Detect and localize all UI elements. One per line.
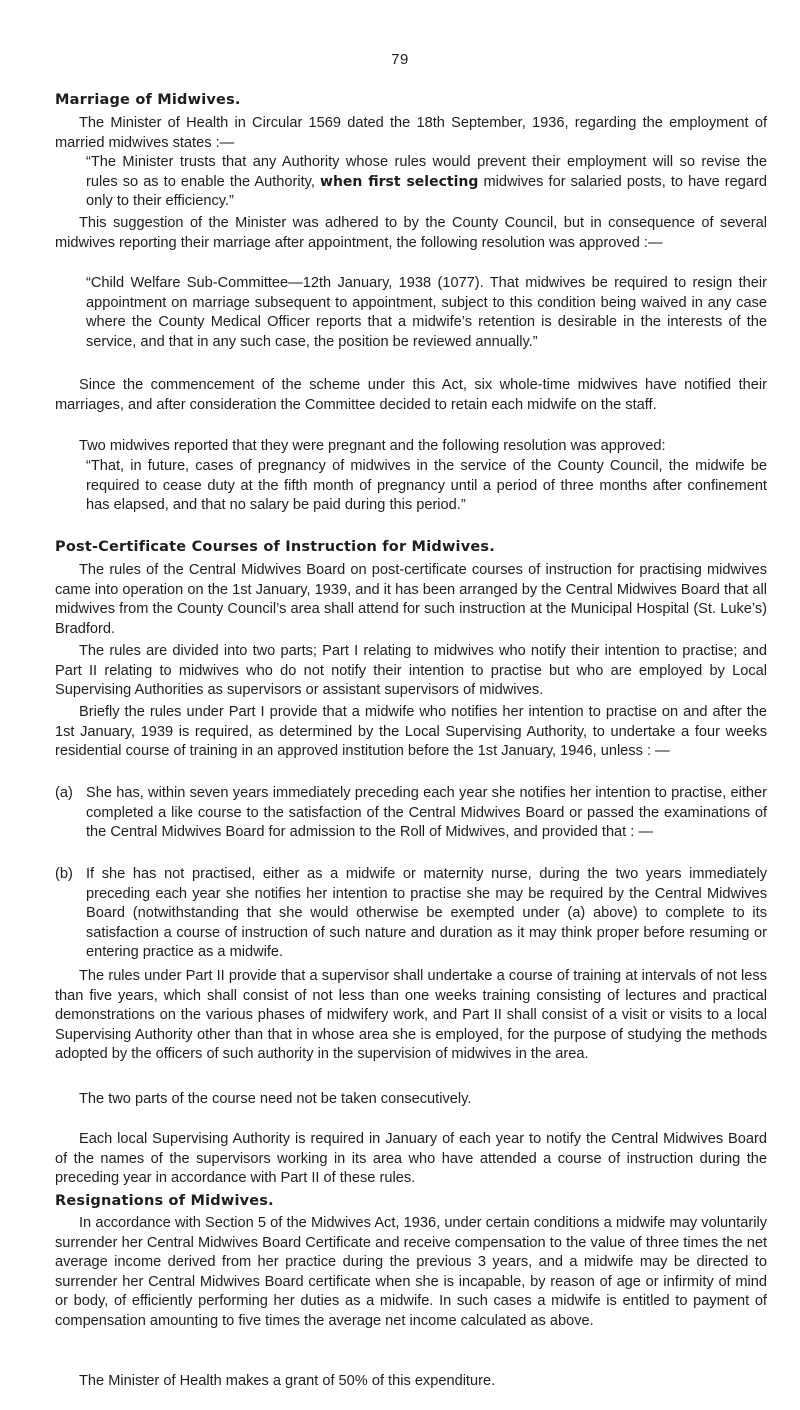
paragraph: The Minister of Health makes a grant of 50% of this expenditure. xyxy=(79,1373,496,1389)
paragraph: The rules of the Central Midwives Board on post-certificate courses of instruction for practising midwives came into operation on the 1st January, 1939, and it has been arranged by the Central Midwives Board that all midwives from the County Council’s area shall attend for such instruction at the Municipal Hospital (St. Luke’s) Bradford. xyxy=(55,562,767,637)
paragraph: The rules under Part II provide that a supervisor shall undertake a course of training at intervals of not less than five years, which shall consist of not less than one weeks training consisting of lectures and practical demonstrations on the various phases of midwifery work, and Part II shall consist of a visit or visits to a local Supervising Authority other than that in whose area she is employed, for the purpose of studying the methods adopted by the officers of such authority in the supervision of midwives in the area. xyxy=(55,968,767,1062)
quotation: “Child Welfare Sub-Committee—12th January, 1938 (1077). That midwives be required to resign their appointment on marriage subsequent to appointment, subject to this condition being waived in any case where the County Medical Officer reports that a midwife’s retention is desirable in the interests of the service, and that in any such case, the position be reviewed annually.” xyxy=(86,275,767,350)
section-heading-resignations: Resignations of Midwives. xyxy=(55,1193,274,1209)
paragraph: In accordance with Section 5 of the Midwives Act, 1936, under certain conditions a midwife may voluntarily surrender her Central Midwives Board Certificate and receive compensation to the value of three times the net average income derived from her practice during the previous 3 years, and a midwife may be directed to surrender her Central Midwives Board certificate when she is incapable, by reason of age or infirmity of mind or body, of efficiently performing her duties as a midwife. In such cases a midwife is entitled to payment of compensation amounting to five times the average net income calculated as above. xyxy=(55,1215,767,1329)
list-item-label: (b) xyxy=(55,866,73,882)
quotation: “That, in future, cases of pregnancy of midwives in the service of the County Council, the midwife be required to cease duty at the fifth month of pregnancy until a period of three months after confinement has elapsed, and that no salary be paid during this period.” xyxy=(86,458,767,513)
paragraph: Briefly the rules under Part I provide that a midwife who notifies her intention to practise on and after the 1st January, 1939 is required, as determined by the Local Supervising Authority, to undertake a four weeks residential course of training in an approved institution before the 1st January, 1946, unless : — xyxy=(55,704,767,759)
page-number: 79 xyxy=(391,51,409,68)
paragraph: This suggestion of the Minister was adhered to by the County Council, but in consequence of several midwives reporting their marriage after appointment, the following resolution was approved :— xyxy=(55,215,767,251)
paragraph: Since the commencement of the scheme under this Act, six whole-time midwives have notified their marriages, and after consideration the Committee decided to retain each midwife on the staff. xyxy=(55,377,767,413)
paragraph: The rules are divided into two parts; Part I relating to midwives who notify their intention to practise; and Part II relating to midwives who do not notify their intention to practise but who are employed by Local Supervising Authorities as supervisors or assistant supervisors of midwives. xyxy=(55,643,767,698)
paragraph: The Minister of Health in Circular 1569 dated the 18th September, 1936, regarding the employment of married midwives states :— xyxy=(55,115,767,151)
quotation-text: “The Minister trusts that any Authority whose rules would prevent their employment will so revise the rules so as to enable the Authority, xyxy=(86,154,767,190)
list-item-text: If she has not practised, either as a midwife or maternity nurse, during the two years immediately preceding each year she notifies her intention to practise she may be required by the Central Midwives Board (notwithstanding that she would otherwise be exempted under (a) above) to complete to its satisfaction a course of instruction of such nature and duration as it may think proper before resuming or entering practice as a midwife. xyxy=(86,866,767,960)
quotation-text: midwives for salaried posts, to have regard only to their efficiency.” xyxy=(86,173,767,209)
list-item-label: (a) xyxy=(55,785,73,801)
section-heading-post-certificate: Post-Certificate Courses of Instruction for Midwives. xyxy=(55,539,495,555)
quotation xyxy=(86,153,767,212)
paragraph: The two parts of the course need not be taken consecutively. xyxy=(79,1091,472,1107)
quotation-emphasis: when first selecting xyxy=(320,173,479,190)
section-heading-marriage: Marriage of Midwives. xyxy=(55,92,241,108)
paragraph: Each local Supervising Authority is required in January of each year to notify the Central Midwives Board of the names of the supervisors working in its area who have attended a course of instruction during the preceding year in accordance with Part II of these rules. xyxy=(55,1131,767,1186)
paragraph: Two midwives reported that they were pregnant and the following resolution was approved: xyxy=(79,438,666,454)
list-item-text: She has, within seven years immediately preceding each year she notifies her intention to practise, either completed a like course to the satisfaction of the Central Midwives Board or passed the examinations of the Central Midwives Board for admission to the Roll of Midwives, and provided that : — xyxy=(86,785,767,840)
